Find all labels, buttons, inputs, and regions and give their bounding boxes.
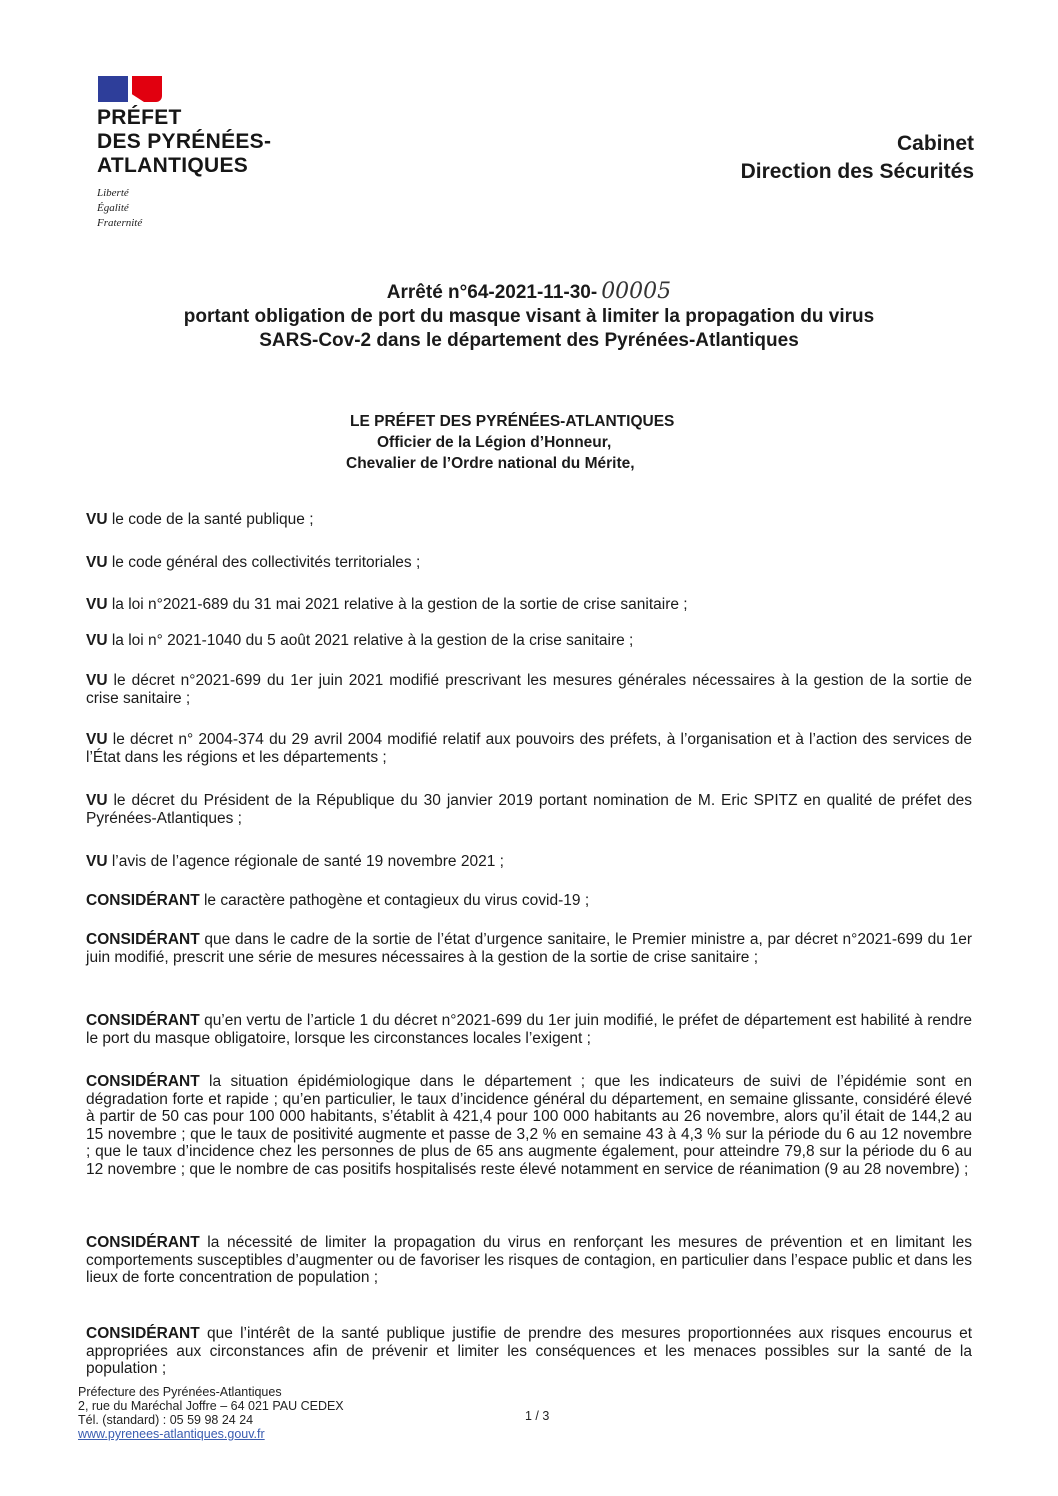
arrete-number: Arrêté n°64-2021-11-30- xyxy=(386,282,598,303)
footer-line: Tél. (standard) : 05 59 98 24 24 xyxy=(78,1413,254,1427)
footer-address xyxy=(78,1385,344,1441)
visa-paragraph xyxy=(86,596,972,614)
paragraph-lead: VU xyxy=(86,853,108,870)
visa-paragraph xyxy=(86,672,972,707)
footer-line: 2, rue du Maréchal Joffre – 64 021 PAU CEDEX xyxy=(78,1399,344,1413)
visa-paragraph xyxy=(86,632,972,650)
paragraph-text: que l’intérêt de la santé publique justifie de prendre des mesures proportionnées aux risques encourus et appropriées aux circonstances afin de prévenir et limiter les conséquences et les menaces possibles sur la santé de la population ; xyxy=(86,1325,972,1377)
signatory-name: LE PRÉFET DES PYRÉNÉES-ATLANTIQUES xyxy=(350,413,675,430)
considerant-paragraph xyxy=(86,892,972,910)
considerant-paragraph xyxy=(86,1325,972,1378)
paragraph-text: le caractère pathogène et contagieux du virus covid-19 ; xyxy=(199,892,590,909)
page-number: 1 / 3 xyxy=(525,1409,550,1423)
considerant-paragraph xyxy=(86,1234,972,1287)
paragraph-lead: CONSIDÉRANT xyxy=(86,1073,200,1090)
service-line: Cabinet xyxy=(896,132,974,155)
paragraph-text: que dans le cadre de la sortie de l’état d’urgence sanitaire, le Premier ministre a, par décret n°2021-699 du 1er juin modifié, prescrit une série de mesures nécessaires à la gestion de la sortie de crise sanitaire ; xyxy=(86,931,972,966)
paragraph-text: le code général des collectivités territoriales ; xyxy=(107,554,421,571)
paragraph-lead: VU xyxy=(86,792,108,809)
considerant-paragraph xyxy=(86,931,972,966)
signatory-honour: Chevalier de l’Ordre national du Mérite, xyxy=(346,455,635,472)
paragraph-lead: CONSIDÉRANT xyxy=(86,931,200,948)
arrete-number-handwritten: 00005 xyxy=(601,279,672,304)
paragraph-lead: VU xyxy=(86,731,108,748)
paragraph-text: le code de la santé publique ; xyxy=(107,511,314,528)
arrete-subject-line: portant obligation de port du masque visant à limiter la propagation du virus xyxy=(183,306,875,327)
motto-line: Liberté xyxy=(97,187,129,199)
motto-line: Fraternité xyxy=(97,217,143,229)
paragraph-lead: VU xyxy=(86,554,108,571)
paragraph-text: le décret du Président de la République du 30 janvier 2019 portant nomination de M. Eric SPITZ en qualité de préfet des Pyrénées-Atlantiques ; xyxy=(86,792,972,827)
paragraph-text: la loi n° 2021-1040 du 5 août 2021 relative à la gestion de la crise sanitaire ; xyxy=(107,632,634,649)
paragraph-text: la loi n°2021-689 du 31 mai 2021 relative à la gestion de la sortie de crise sanitaire ; xyxy=(107,596,688,613)
prefet-title-line: ATLANTIQUES xyxy=(97,154,249,177)
paragraph-lead: VU xyxy=(86,596,108,613)
service-heading xyxy=(741,130,974,186)
marianne-flag-icon xyxy=(98,76,162,102)
motto-line: Égalité xyxy=(97,202,129,214)
prefet-title-line: DES PYRÉNÉES- xyxy=(97,130,272,153)
paragraph-lead: CONSIDÉRANT xyxy=(86,1234,200,1251)
visa-paragraph xyxy=(86,554,972,572)
paragraph-lead: VU xyxy=(86,672,108,689)
footer-website-link[interactable]: www.pyrenees-atlantiques.gouv.fr xyxy=(78,1427,265,1441)
paragraph-lead: VU xyxy=(86,511,108,528)
visa-paragraph xyxy=(86,792,972,827)
paragraph-lead: CONSIDÉRANT xyxy=(86,1012,200,1029)
paragraph-lead: CONSIDÉRANT xyxy=(86,1325,200,1342)
paragraph-lead: VU xyxy=(86,632,108,649)
paragraph-lead: CONSIDÉRANT xyxy=(86,892,200,909)
signatory-honour: Officier de la Légion d’Honneur, xyxy=(377,434,612,451)
arrete-subject-line: SARS-Cov-2 dans le département des Pyrénées-Atlantiques xyxy=(259,330,799,351)
paragraph-text: la situation épidémiologique dans le département ; que les indicateurs de suivi de l’épidémie sont en dégradation forte et rapide ; qu’en particulier, le taux d’incidence général du département, en semaine glissante, considéré élevé à partir de 50 cas pour 100 000 habitants, s’établit à 421,4 pour 100 000 habitants au 26 novembre, alors qu’il était de 144,2 au 15 novembre ; que le taux de positivité augmente et passe de 3,2 % en semaine 43 à 4,3 % sur la période du 6 au 12 novembre ; que le taux d’incidence chez les personnes de plus de 65 ans augmente également, pour atteindre 79,8 sur la période du 6 au 12 novembre ; que le nombre de cas positifs hospitalisés reste élevé notamment en service de réanimation (9 au 28 novembre) ; xyxy=(86,1073,972,1178)
footer-line: Préfecture des Pyrénées-Atlantiques xyxy=(78,1385,282,1399)
paragraph-text: le décret n° 2004-374 du 29 avril 2004 modifié relatif aux pouvoirs des préfets, à l’organisation et à l’action des services de l’État dans les régions et les départements ; xyxy=(86,731,972,766)
prefet-title xyxy=(97,106,271,178)
paragraph-text: le décret n°2021-699 du 1er juin 2021 modifié prescrivant les mesures générales nécessaires à la gestion de la sortie de crise sanitaire ; xyxy=(86,672,972,707)
paragraph-text: l’avis de l’agence régionale de santé 19 novembre 2021 ; xyxy=(107,853,504,870)
visa-paragraph xyxy=(86,511,972,529)
signatory-block xyxy=(340,411,674,474)
visa-paragraph xyxy=(86,731,972,766)
paragraph-text: la nécessité de limiter la propagation du virus en renforçant les mesures de prévention et en limitant les comportements susceptibles d’augmenter ou de favoriser les risques de contagion, en particulier dans l’espace public et dans les lieux de forte concentration de population ; xyxy=(86,1234,972,1286)
prefet-title-line: PRÉFET xyxy=(97,106,182,129)
arrete-title xyxy=(0,280,1058,353)
republic-motto xyxy=(97,186,142,231)
paragraph-text: qu’en vertu de l’article 1 du décret n°2021-699 du 1er juin modifié, le préfet de département est habilité à rendre le port du masque obligatoire, lorsque les circonstances locales l’exigent ; xyxy=(86,1012,972,1047)
considerant-paragraph xyxy=(86,1073,972,1178)
considerant-paragraph xyxy=(86,1012,972,1047)
service-line: Direction des Sécurités xyxy=(740,160,974,183)
visa-paragraph xyxy=(86,853,972,871)
